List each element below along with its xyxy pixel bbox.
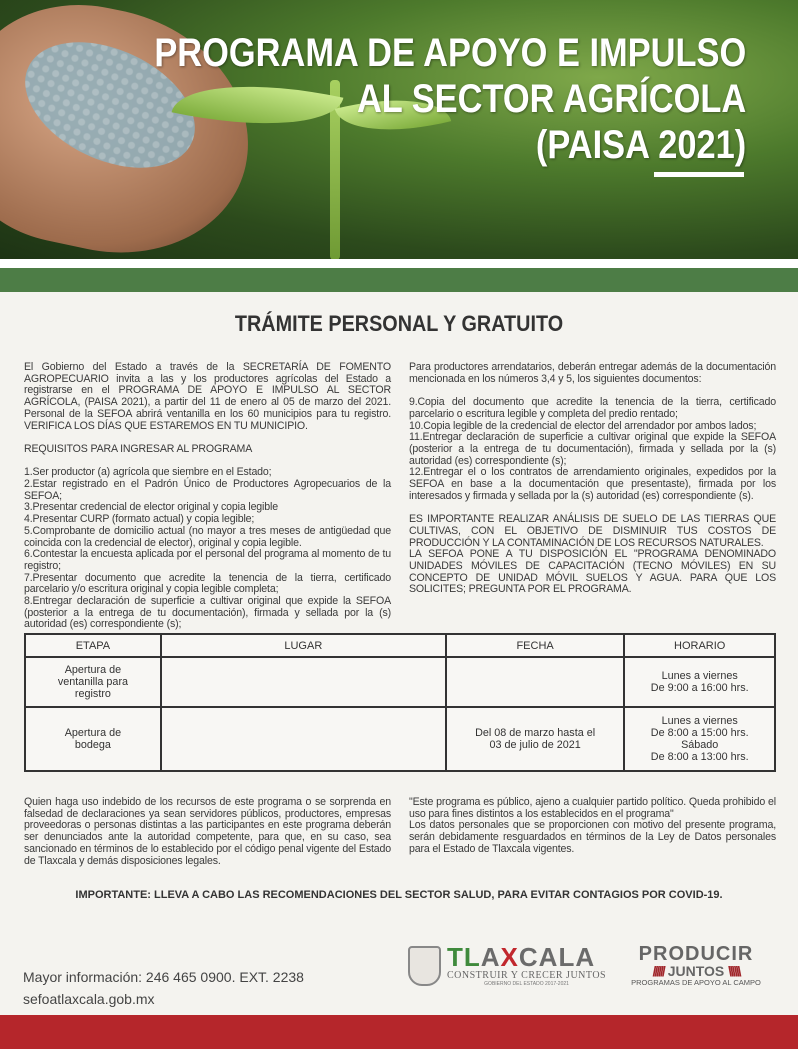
- public-program-notice: "Este programa es público, ajeno a cualquier partido político. Queda prohibido el uso para fines distintos a los establecidos en el programa": [409, 796, 776, 820]
- logo-text: CALA: [518, 942, 596, 972]
- legal-right: [409, 797, 776, 856]
- cell-fecha: [446, 657, 625, 707]
- red-band: [0, 1015, 798, 1049]
- list-item: 8.Entregar declaración de superficie a cultivar original que expide la SEFOA (posterior a la entrega de tu documentación), firmada y sellada por la (s) autoridad (es) correspondiente (s);: [24, 595, 391, 631]
- list-item: 6.Contestar la encuesta aplicada por el personal del programa al momento de tu registro;: [24, 548, 391, 572]
- title-line-1: PROGRAMA DE APOYO E IMPULSO: [154, 31, 746, 75]
- list-item: 11.Entregar declaración de superficie a cultivar original que expide la SEFOA (posterior a la entrega de tu documentación), firmada y sellada por la (s) autoridad (es) correspondiente (s);: [409, 431, 776, 467]
- logo-text: JUNTOS: [667, 963, 725, 979]
- logo-subtext: GOBIERNO DEL ESTADO 2017-2021: [484, 981, 569, 987]
- logo-text: PRODUCIR: [638, 943, 754, 965]
- title-underline: [654, 172, 744, 177]
- list-item: 9.Copia del documento que acredite la tenencia de la tierra, certificado parcelario o escritura legible y completa del predio rentado;: [409, 396, 776, 420]
- horario-line: Lunes a viernes: [661, 670, 738, 682]
- cell-lugar: [161, 707, 446, 771]
- header-lugar: LUGAR: [161, 634, 446, 657]
- covid-notice: IMPORTANTE: LLEVA A CABO LAS RECOMENDACIONES DEL SECTOR SALUD, PARA EVITAR CONTAGIOS POR COVID-19.: [75, 889, 723, 901]
- list-item: 2.Estar registrado en el Padrón Único de Productores Agropecuarios de la SEFOA;: [24, 478, 391, 502]
- legal-warning: Quien haga uso indebido de los recursos de este programa o se sorprenda en falsedad de declaraciones ya sean servidores públicos, productores, empresas proveedoras o personas distintas a las participantes en este programa deberán ser denunciados ante la autoridad competente, para que, en su caso, sea sancionado en términos de lo establecido por el código penal vigente del Estado de Tlaxcala y demás disposiciones legales.: [24, 796, 391, 867]
- list-item: 4.Presentar CURP (formato actual) y copia legible;: [24, 513, 255, 526]
- horario-line: De 9:00 a 16:00 hrs.: [650, 682, 749, 694]
- privacy-notice: Los datos personales que se proporcionen con motivo del presente programa, serán debidamente resguardados en términos de la Ley de Datos personales para el Estado de Tlaxcala vigentes.: [409, 819, 776, 855]
- table-header-row: [25, 634, 775, 657]
- list-item: 1.Ser productor (a) agrícola que siembre en el Estado;: [24, 466, 272, 479]
- cell-horario: [624, 657, 775, 707]
- header-horario: HORARIO: [624, 634, 775, 657]
- header-etapa: ETAPA: [25, 634, 161, 657]
- website-link[interactable]: sefoatlaxcala.gob.mx: [23, 991, 155, 1007]
- producir-juntos-logo: [622, 944, 770, 987]
- stripes-icon: \\\\\\: [728, 963, 740, 979]
- table-row: [25, 657, 775, 707]
- legal-left: [24, 797, 391, 867]
- cell-lugar: [161, 657, 446, 707]
- phone-info: Mayor información: 246 465 0900. EXT. 2238: [23, 969, 304, 985]
- horario-line: De 8:00 a 13:00 hrs.: [650, 751, 749, 763]
- list-item: 10.Copia legible de la credencial de elector del arrendador por ambos lados;: [409, 419, 757, 432]
- logo-text: PROGRAMAS DE APOYO AL CAMPO: [631, 978, 761, 987]
- table-row: [25, 707, 775, 771]
- logo-text: TL: [447, 942, 481, 972]
- header-photo: [0, 0, 798, 259]
- tenant-intro: Para productores arrendatarios, deberán entregar además de la documentación mencionada en los números 3,4 y 5, los siguientes documentos:: [409, 361, 776, 385]
- title-line-3: (PAISA 2021): [535, 123, 746, 167]
- page-title: [154, 30, 746, 168]
- list-item: 3.Presentar credencial de elector original y copia legible: [24, 501, 278, 514]
- right-column: [409, 362, 776, 596]
- tlaxcala-logo: [408, 944, 606, 987]
- mobile-units-notice: LA SEFOA PONE A TU DISPOSICIÓN EL "PROGRAMA DENOMINADO UNIDADES MÓVILES DE CAPACITACIÓN (TECNO MÓVILES) EN SU CONCEPTO DE UNIDAD MÓVIL SUELOS Y AGUA. PARA QUE LOS SOLICITES; PREGUNTA POR EL PROGRAMA.: [409, 548, 776, 596]
- green-band: [0, 268, 798, 292]
- cell-etapa: Apertura de bodega: [25, 707, 161, 771]
- left-column: [24, 362, 391, 631]
- logo-slogan: CONSTRUIR Y CRECER JUNTOS: [447, 970, 607, 981]
- horario-line: Lunes a viernes: [661, 715, 738, 727]
- list-item: 7.Presentar documento que acredite la tenencia de la tierra, certificado parcelario y/o escritura original y copia legible completa;: [24, 571, 391, 596]
- cell-horario: [624, 707, 775, 771]
- horario-line: Sábado: [681, 739, 719, 751]
- subtitle: TRÁMITE PERSONAL Y GRATUITO: [234, 311, 564, 336]
- list-item: 5.Comprobante de domicilio actual (no mayor a tres meses de antigüedad que coincida con la credencial de elector), original y copia legible.: [24, 524, 391, 549]
- coat-of-arms-icon: [408, 946, 441, 986]
- soil-notice: ES IMPORTANTE REALIZAR ANÁLISIS DE SUELO DE LAS TIERRAS QUE CULTIVAS, CON EL OBJETIVO DE DISMINUIR TUS COSTOS DE PRODUCCIÓN Y LA CONTAMINACIÓN DE LOS RECURSOS NATURALES.: [409, 513, 776, 549]
- requirements-title: REQUISITOS PARA INGRESAR AL PROGRAMA: [24, 442, 253, 455]
- horario-line: De 8:00 a 15:00 hrs.: [650, 727, 749, 739]
- cell-etapa: Apertura de ventanilla para registro: [25, 657, 161, 707]
- intro-text: El Gobierno del Estado a través de la SECRETARÍA DE FOMENTO AGROPECUARIO invita a las y los productores agrícolas del Estado a registrarse en el PROGRAMA DE APOYO E IMPULSO AL SECTOR AGRÍCOLA, (PAISA 2021), a partir del 11 de enero al 05 de marzo del 2021. Personal de la SEFOA abrirá ventanilla en los 60 municipios para tu registro. VERIFICA LOS DÍAS QUE ESTAREMOS EN TU MUNICIPIO.: [24, 361, 391, 432]
- cell-fecha: Del 08 de marzo hasta el 03 de julio de 2021: [446, 707, 625, 771]
- schedule-table: [24, 633, 776, 772]
- title-line-2: AL SECTOR AGRÍCOLA: [356, 77, 746, 121]
- header-fecha: FECHA: [446, 634, 625, 657]
- contact-info: [23, 966, 304, 1010]
- list-item: 12.Entregar el o los contratos de arrendamiento originales, expedidos por la SEFOA en base a la documentación que presentaste), firmada por los interesados y firmada y sellada por la (s) autoridad (es) correspondiente (s).: [409, 466, 776, 502]
- divider: [0, 259, 798, 268]
- stripes-icon: //////: [652, 963, 664, 979]
- logo-text: X: [500, 942, 519, 972]
- logo-text: A: [480, 942, 501, 972]
